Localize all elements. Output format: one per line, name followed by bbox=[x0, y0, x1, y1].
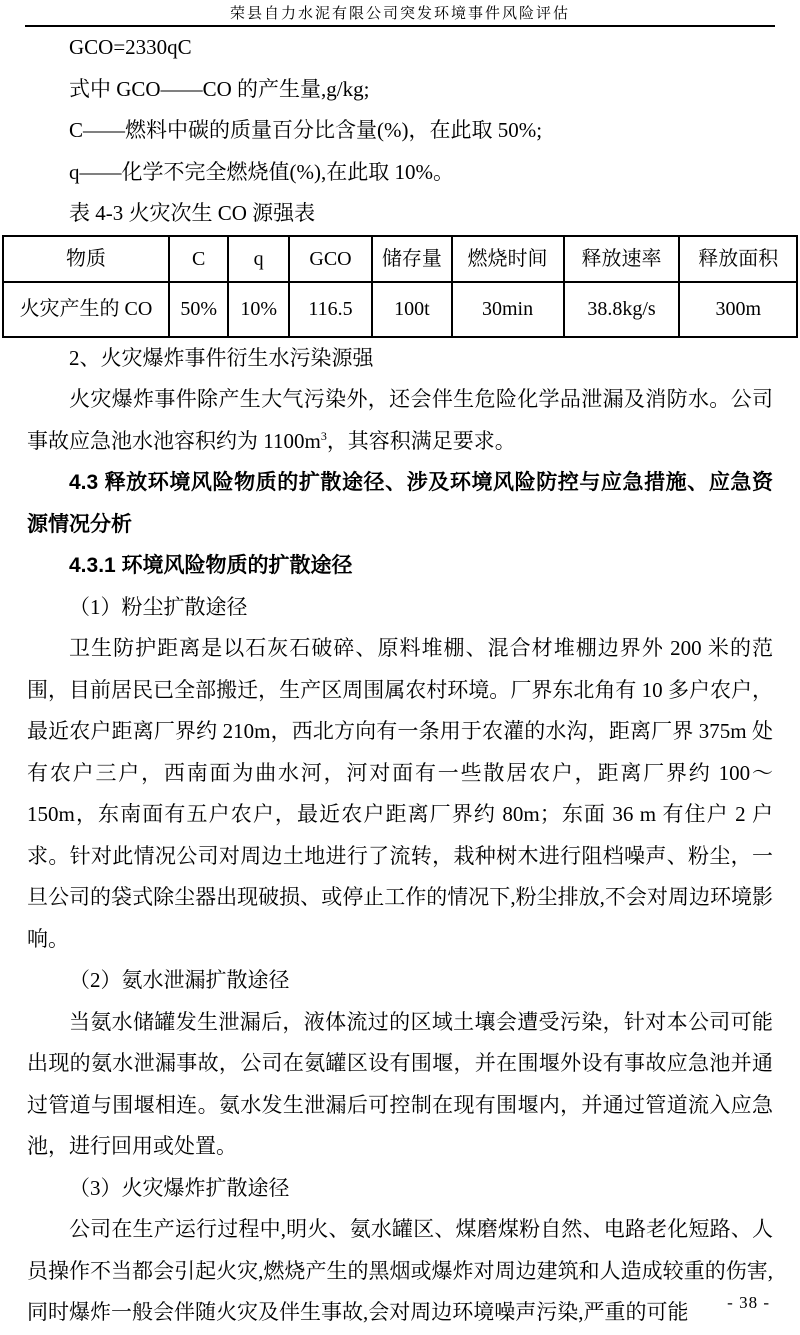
water-pollution-paragraph bbox=[27, 379, 773, 462]
formula-line-gco: GCO=2330qC bbox=[69, 35, 192, 59]
water-pollution-heading: 2、火灾爆炸事件衍生水污染源强 bbox=[69, 345, 374, 370]
table-caption: 表 4-3 火灾次生 CO 源强表 bbox=[69, 201, 316, 225]
ammonia-leak-paragraph: 当氨水储罐发生泄漏后，液体流过的区域土壤会遭受污染，针对本公司可能出现的氨水泄漏事故，公司在氨罐区设有围堰，并在围堰外设有事故应急池并通过管道与围堰相连。氨水发生泄漏后可控制在现有围堰内，并通过管道流入应急池，进行回用或处置。 bbox=[27, 1009, 773, 1158]
ammonia-leak-heading: （2）氨水泄漏扩散途径 bbox=[69, 968, 290, 992]
page-number: - 38 - bbox=[727, 1293, 770, 1312]
cell-burn-time: 30min bbox=[452, 282, 564, 337]
document-header-title: 荣县自力水泥有限公司突发环境事件风险评估 bbox=[229, 6, 570, 22]
water-paragraph-text-1: 火灾爆炸事件除产生大气污染外，还会伴生危险化学品泄漏及消防水。公司事故应急池水池容积约为 1100m bbox=[27, 387, 773, 453]
formula-line-q: q——化学不完全燃烧值(%),在此取 10%。 bbox=[69, 159, 454, 184]
fire-explosion-heading: （3）火灾爆炸扩散途径 bbox=[69, 1175, 290, 1200]
cell-release-rate: 38.8kg/s bbox=[564, 282, 680, 337]
water-paragraph-text-2: ，其容积满足要求。 bbox=[326, 428, 516, 453]
col-header-substance: 物质 bbox=[3, 236, 169, 282]
cell-q: 10% bbox=[228, 282, 288, 337]
col-header-c: C bbox=[169, 236, 229, 282]
cubic-meter-superscript: 3 bbox=[320, 428, 327, 443]
table-header-row bbox=[3, 236, 797, 282]
col-header-release-area: 释放面积 bbox=[679, 236, 797, 282]
cell-c: 50% bbox=[169, 282, 229, 337]
dust-path-paragraph: 卫生防护距离是以石灰石破碎、原料堆棚、混合材堆棚边界外 200 米的范围，目前居民已全部搬迁，生产区周围属农村环境。厂界东北角有 10 多户农户，最近农户距离厂界约 210m，西北方向有一条用于农灌的水沟，距离厂界 375m 处有农户三户，西南面为曲水河，河对面有一些散居农户，距离厂界约 100～150m，东南面有五户农户，最近农户距离厂界约 80m；东面 36 m 有住户 2 户求。针对此情况公司对周边土地进行了流转，栽种树木进行阻档噪声、粉尘，一旦公司的袋式除尘器出现破损、或停止工作的情况下,粉尘排放,不会对周边环境影响。 bbox=[27, 636, 773, 951]
cell-release-area: 300m bbox=[679, 282, 797, 337]
heading-4-3: 4.3 释放环境风险物质的扩散途径、涉及环境风险防控与应急措施、应急资源情况分析 bbox=[27, 471, 773, 536]
co-source-strength-table bbox=[2, 235, 798, 338]
col-header-burn-time: 燃烧时间 bbox=[452, 236, 564, 282]
formula-line-c: C——燃料中碳的质量百分比含量(%)，在此取 50%; bbox=[69, 118, 543, 142]
col-header-storage: 储存量 bbox=[372, 236, 451, 282]
heading-4-3-1: 4.3.1 环境风险物质的扩散途径 bbox=[69, 554, 353, 577]
cell-storage: 100t bbox=[372, 282, 451, 337]
document-body bbox=[0, 27, 800, 1334]
fire-explosion-paragraph: 公司在生产运行过程中,明火、氨水罐区、煤磨煤粉自然、电路老化短路、人员操作不当都会引起火灾,燃烧产生的黑烟或爆炸对周边建筑和人造成较重的伤害,同时爆炸一般会伴随火灾及伴生事故,会对周边环境噪声污染,严重的可能 bbox=[27, 1217, 773, 1324]
table-row bbox=[3, 282, 797, 337]
cell-gco: 116.5 bbox=[289, 282, 372, 337]
col-header-q: q bbox=[228, 236, 288, 282]
cell-substance: 火灾产生的 CO bbox=[3, 282, 169, 337]
col-header-gco: GCO bbox=[289, 236, 372, 282]
dust-path-heading: （1）粉尘扩散途径 bbox=[69, 594, 248, 619]
col-header-release-rate: 释放速率 bbox=[564, 236, 680, 282]
page-header bbox=[25, 0, 775, 27]
formula-line-def: 式中 GCO——CO 的产生量,g/kg; bbox=[69, 76, 370, 101]
